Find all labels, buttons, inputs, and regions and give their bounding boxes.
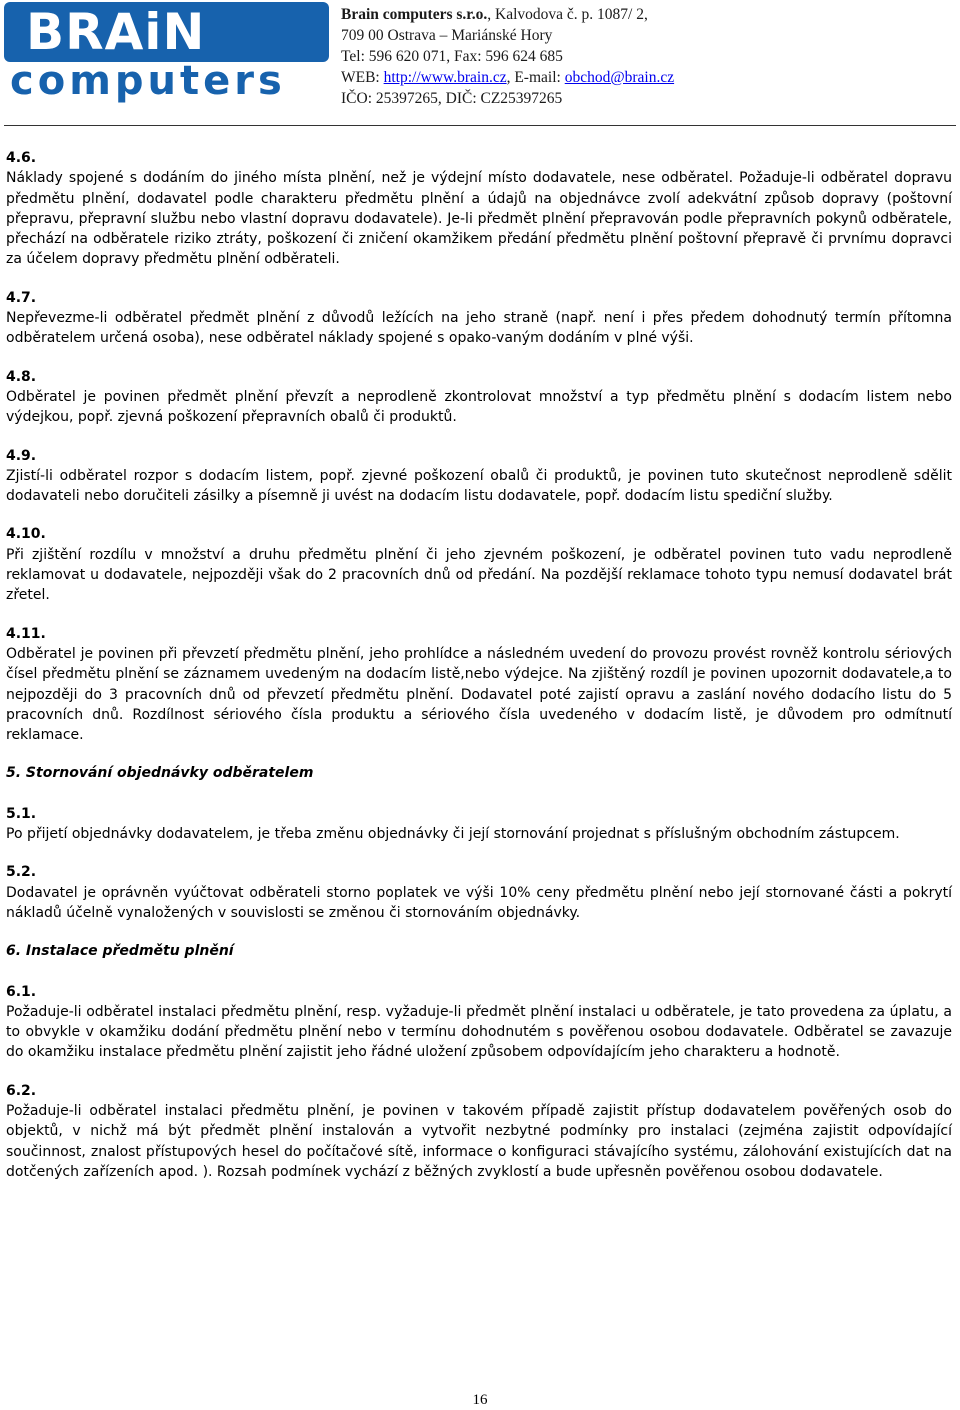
- company-phone: Tel: 596 620 071, Fax: 596 624 685: [341, 48, 563, 65]
- section-6-2: [6, 1081, 952, 1182]
- section-5-1: [6, 804, 952, 845]
- company-ids: IČO: 25397265, DIČ: CZ25397265: [341, 90, 563, 107]
- section-text: Při zjištění rozdílu v množství a druhu předmětu plnění či jeho zjevném poškození, je odběratel povinen tuto vadu neprodleně reklamovat u dodavatele, nejpozději však do 2 pracovních dnů od předání. Na pozdější reklamace tohoto typu nemusí dodavatel brát zřetel.: [6, 546, 952, 604]
- company-city: 709 00 Ostrava – Mariánské Hory: [341, 27, 553, 44]
- section-text: Zjistí-li odběratel rozpor s dodacím listem, popř. zjevné poškození obalů či produktů, je povinen tuto skutečnost neprodleně sdělit dodavateli nebo doručiteli zásilky a písemně ji uvést na dodacím listu dodavatele, popř. dodacím listu spediční služby.: [6, 467, 952, 505]
- section-number: 4.11.: [6, 625, 46, 642]
- section-number: 5.1.: [6, 805, 37, 822]
- section-text: Nepřevezme-li odběratel předmět plnění z důvodů ležících na jeho straně (např. není i přes předem dohodnutý termín přítomna odběratelem určená osoba), nese odběratel náklady spojené s opako-vaným dodáním v plné výši.: [6, 310, 952, 347]
- section-number: 4.10.: [6, 526, 46, 543]
- section-text: Dodavatel je oprávněn vyúčtovat odběrateli storno poplatek ve výši 10% ceny předmětu plnění nebo její stornované části a pokrytí nákladů účelně vynaložených v souvislosti se změnou či stornováním objednávky.: [6, 884, 952, 921]
- section-text: Odběratel je povinen při převzetí předmětu plnění, jeho prohlídce a následném uvedení do provozu provést rovněž kontrolu sériových čísel předmětu plnění se záznamem uvedeným na dodacím listě,nebo výdejce. Na zjištěný rozdíl je povinen upozornit dodavatele,a to nejpozději do 3 pracovních dnů od převzetí předmětu plnění. Dodavatel poté zajistí opravu a zaslání nového dodacího listu do 5 pracovních dnů. Rozdílnost sériového čísla produktu a sériového čísla uvedeného v dodacím listě, je důvodem pro odmítnutí reklamace.: [6, 645, 952, 744]
- section-number: 4.7.: [6, 289, 37, 306]
- letterhead: [0, 0, 960, 128]
- section-number: 5.2.: [6, 864, 37, 881]
- section-number: 6.1.: [6, 983, 37, 1000]
- email-link[interactable]: obchod@brain.cz: [564, 69, 675, 86]
- section-text: Odběratel je povinen předmět plnění převzít a neprodleně zkontrolovat množství a typ předmětu plnění s dodacím listem nebo výdejkou, popř. zjevná poškození přepravních obalů či produktů.: [6, 388, 952, 426]
- section-4-8: [6, 367, 952, 428]
- section-text: Po přijetí objednávky dodavatelem, je třeba změnu objednávky či její stornování projednat s příslušným obchodním zástupcem.: [6, 826, 900, 843]
- heading-section-5: 5. Stornování objednávky odběratelem: [6, 765, 314, 782]
- section-number: 4.6.: [6, 150, 37, 166]
- section-4-9: [6, 446, 952, 507]
- email-label: , E-mail:: [506, 69, 565, 86]
- company-info: [341, 4, 951, 109]
- heading-section-6: 6. Instalace předmětu plnění: [6, 943, 234, 960]
- section-4-7: [6, 288, 952, 349]
- section-4-10: [6, 524, 952, 605]
- web-link[interactable]: http://www.brain.cz: [383, 69, 507, 86]
- company-name: Brain computers s.r.o.: [341, 6, 488, 23]
- logo-text-top: BRAiN: [26, 3, 206, 61]
- section-text: Požaduje-li odběratel instalaci předmětu plnění, je povinen v takovém případě zajistit přístup dodavatelem pověřených osob do objektů, v nichž má být předmět plnění instalován a vytvořit nezbytné podmínky pro instalaci (zejména zajistit odpovídající součinnost, znalost přístupových hesel do počítačové sítě, informace o konfiguraci stávajícího systému, zálohování existujících dat na dotčených zařízeních apod. ). Rozsah podmínek vychází z běžných zvyklostí a bude upřesněn pověřenou osobou dodavatele.: [6, 1102, 952, 1180]
- section-number: 4.8.: [6, 368, 37, 385]
- page-number: 16: [472, 1392, 488, 1408]
- section-6-1: [6, 982, 952, 1063]
- section-text: Náklady spojené s dodáním do jiného místa plnění, než je výdejní místo dodavatele, nese odběratel. Požaduje-li odběratel dopravu předmětu plnění, dodavatel podle charakteru předmětu plnění a údajů na objednávce zvolí adekvátní způsob dopravy (poštovní přepravu, přepravní službu nebo vlastní dopravu dodavatele). Je-li předmět plnění přepravován podle přepravních pokynů odběratele, přechází na odběratele riziko ztráty, poškození či zničení okamžikem předání předmětu plnění poštovní přepravě či prvnímu dopravci za účelem dopravy předmětu plnění odběrateli.: [6, 170, 952, 268]
- section-text: Požaduje-li odběratel instalaci předmětu plnění, resp. vyžaduje-li předmět plnění instalaci u odběratele, je tato provedena za úplatu, a to obvykle v okamžiku dodání předmětu plnění nebo v termínu dohodnutém s pověřenou osobou dodavatele. Odběratel se zavazuje do okamžiku instalace předmětu plnění zajistit jeho řádné uložení způsobem odpovídajícím jeho charakteru a hodnotě.: [6, 1003, 952, 1061]
- section-number: 4.9.: [6, 447, 37, 464]
- document-body: [6, 148, 952, 1182]
- section-5-2: [6, 862, 952, 923]
- company-street: , Kalvodova č. p. 1087/ 2,: [487, 6, 648, 23]
- section-4-11: [6, 624, 952, 746]
- section-4-6: [6, 148, 952, 270]
- web-label: WEB:: [341, 69, 384, 86]
- logo-text-bottom: computers: [10, 58, 286, 104]
- section-number: 6.2.: [6, 1082, 37, 1099]
- header-divider: [4, 125, 956, 126]
- company-logo: [4, 2, 329, 106]
